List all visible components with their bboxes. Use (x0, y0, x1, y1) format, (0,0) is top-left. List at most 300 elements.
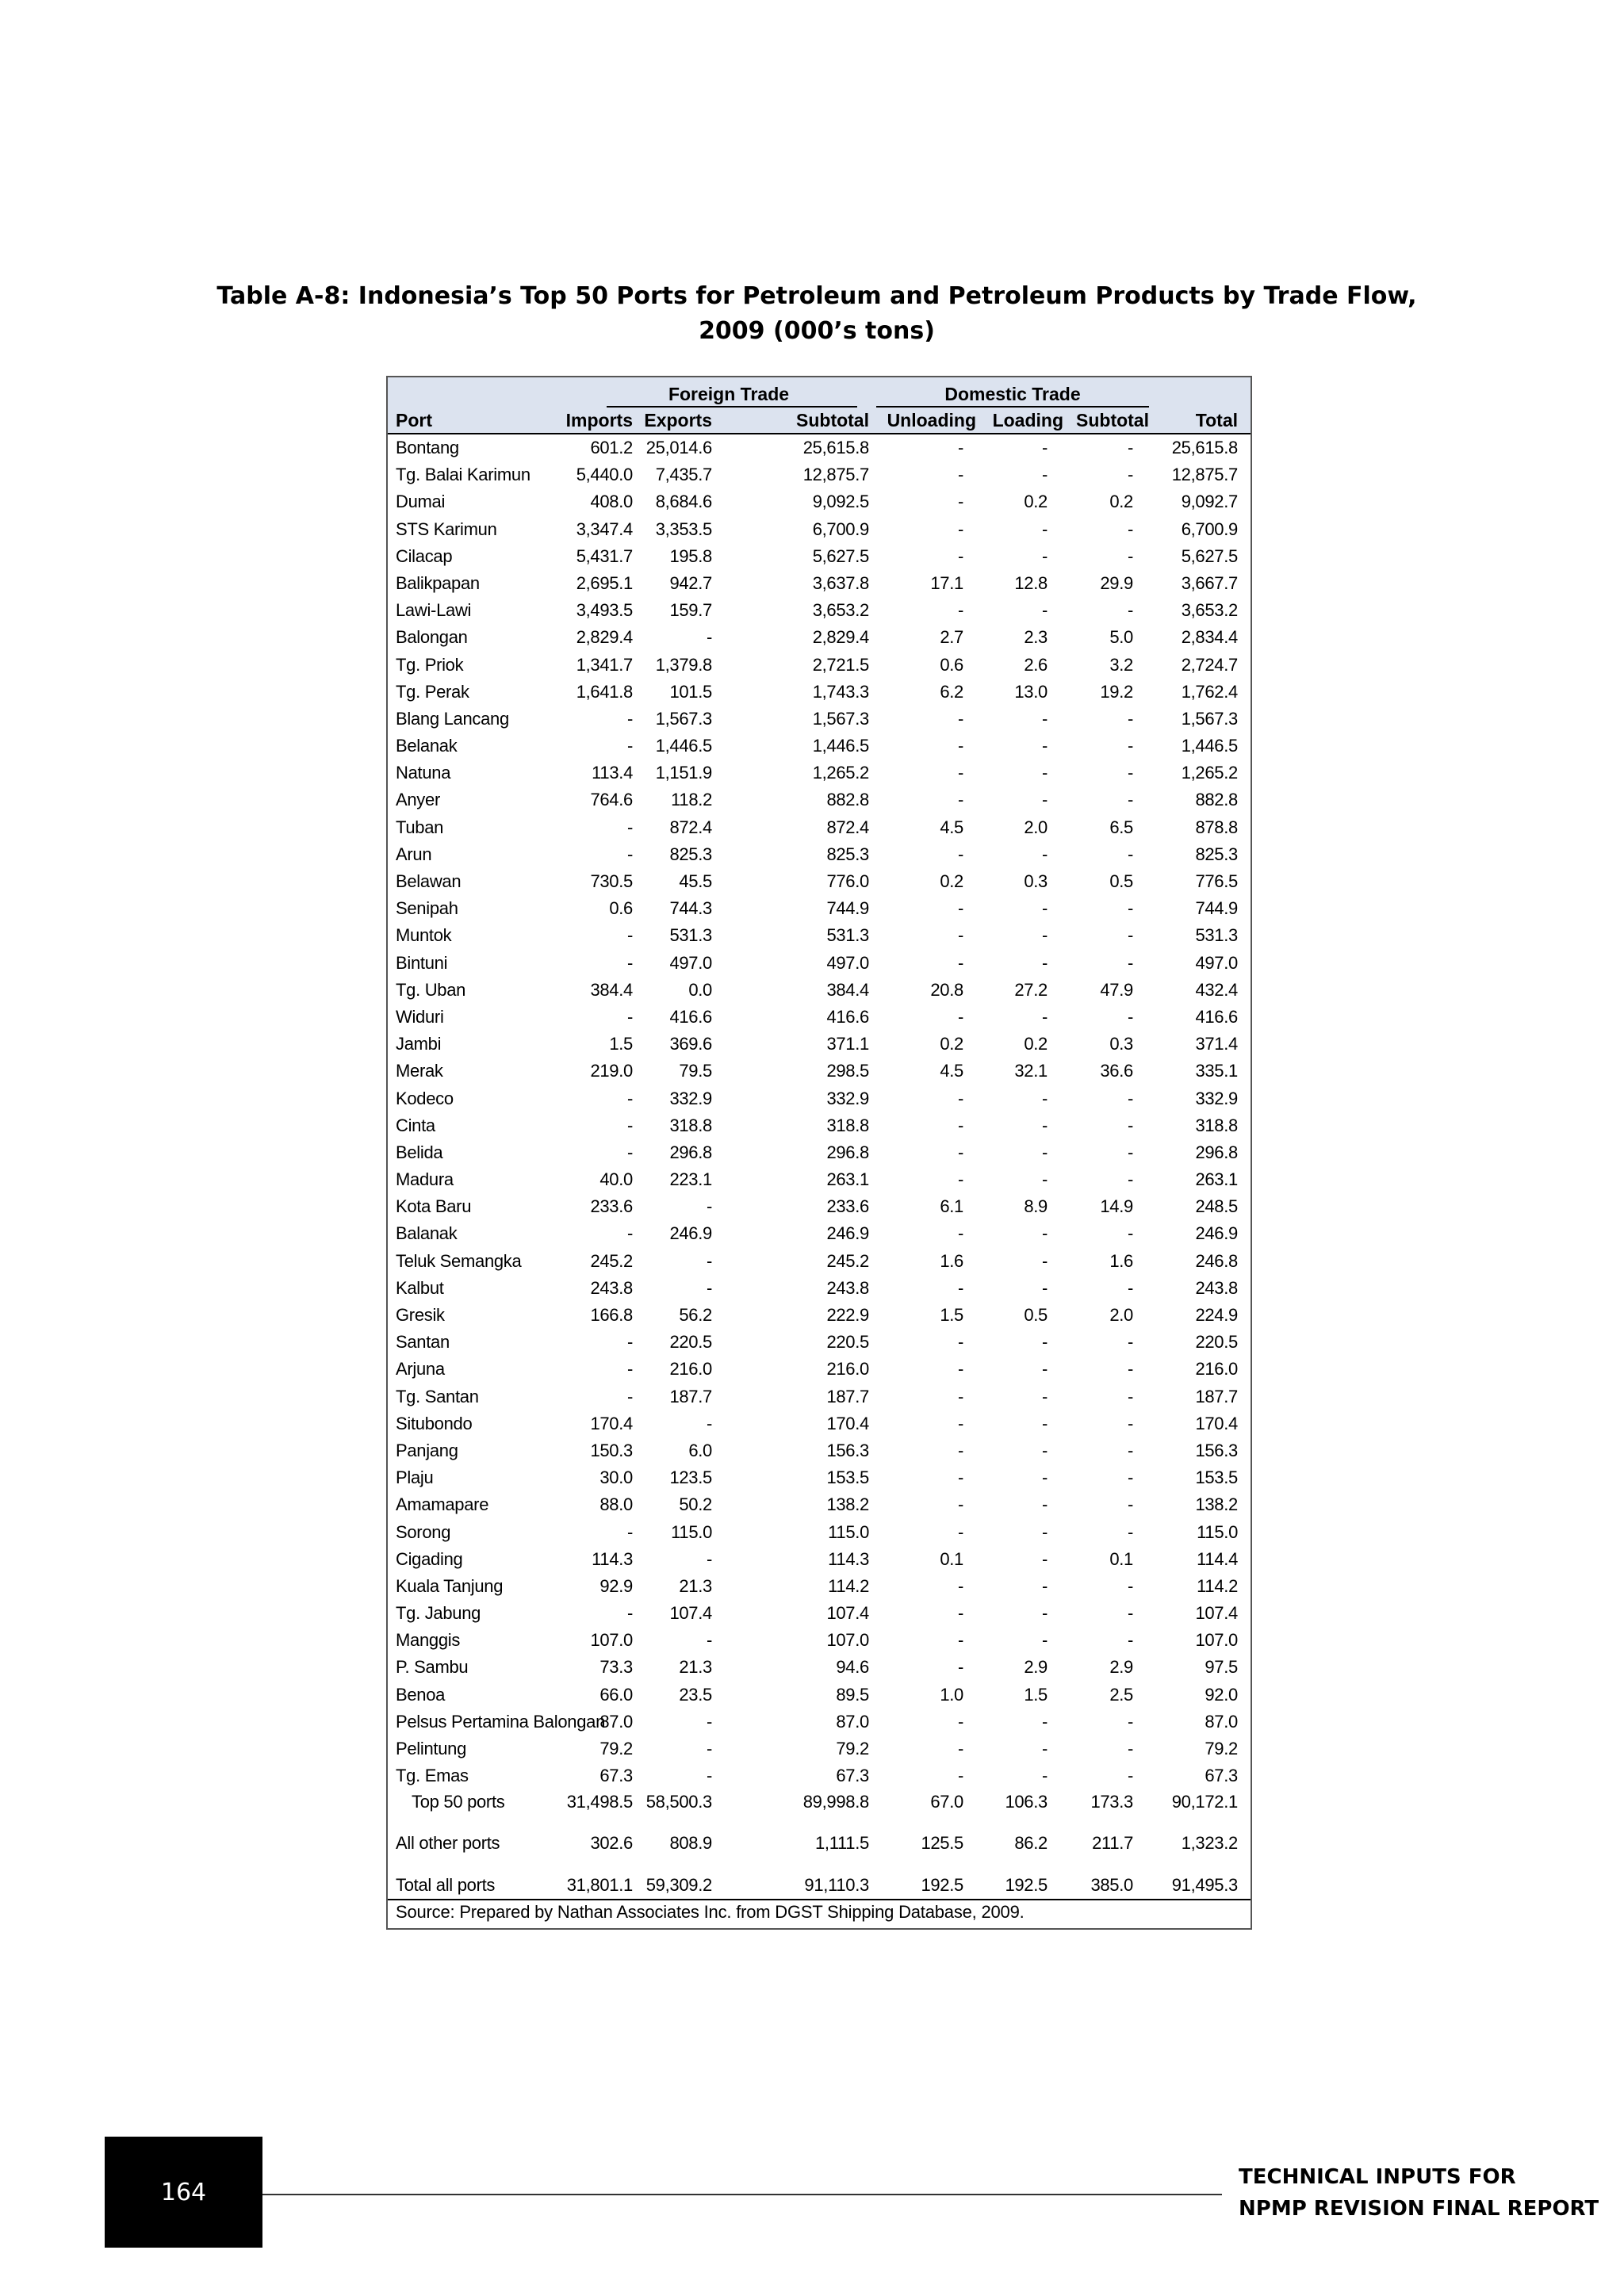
cell-exports: 318.8 (669, 1115, 712, 1135)
cell-port-name: Pelsus Pertamina Balongan (396, 1711, 605, 1732)
cell-exports: 332.9 (669, 1088, 712, 1108)
table-row (388, 841, 1251, 868)
cell-port-name: Tg. Santan (396, 1386, 479, 1406)
cell-domestic-subtotal: - (1127, 519, 1133, 539)
cell-port-name: Arun (396, 844, 432, 864)
cell-exports: 369.6 (669, 1034, 712, 1054)
cell-unloading: - (957, 952, 963, 973)
cell-total: 882.8 (1195, 790, 1238, 810)
cell-unloading: - (957, 492, 963, 512)
cell-imports: - (626, 1142, 633, 1162)
cell-exports: 7,435.7 (655, 465, 712, 485)
table-row (388, 570, 1251, 597)
cell-port-name: Manggis (396, 1630, 461, 1651)
cell-total: 744.9 (1195, 898, 1238, 919)
table-title-line-2: 2009 (000’s tons) (699, 317, 935, 345)
cell-domestic-subtotal: - (1127, 1115, 1133, 1135)
cell-port-name: Gresik (396, 1305, 445, 1325)
table-row (388, 706, 1251, 733)
cell-exports: 123.5 (669, 1468, 712, 1488)
cell-port-name: Natuna (396, 763, 451, 783)
cell-foreign-subtotal: 246.9 (826, 1223, 869, 1244)
table-row (388, 488, 1251, 515)
cell-port-name: Tg. Jabung (396, 1603, 481, 1624)
cell-exports: - (706, 1413, 712, 1433)
cell-domestic-subtotal: - (1127, 1223, 1133, 1244)
cell-imports: 1,341.7 (576, 654, 633, 675)
cell-imports: - (626, 1223, 633, 1244)
cell-imports: 245.2 (590, 1250, 633, 1271)
cell-port-name: Senipah (396, 898, 458, 919)
col-header-port: Port (396, 410, 432, 430)
summary-imports: 31,498.5 (566, 1792, 633, 1812)
cell-total: 1,567.3 (1181, 708, 1238, 729)
cell-loading: - (1041, 1548, 1048, 1569)
cell-domestic-subtotal: 36.6 (1100, 1061, 1133, 1081)
cell-total: 224.9 (1195, 1305, 1238, 1325)
cell-foreign-subtotal: 3,637.8 (812, 572, 869, 593)
cell-loading: - (1041, 1766, 1048, 1786)
cell-exports: 8,684.6 (655, 492, 712, 512)
cell-domestic-subtotal: - (1127, 1169, 1133, 1190)
cell-exports: 118.2 (671, 790, 712, 810)
cell-imports: - (626, 1386, 633, 1406)
cell-total: 318.8 (1195, 1115, 1238, 1135)
cell-unloading: - (957, 1711, 963, 1732)
table-row (388, 1573, 1251, 1600)
source-note: Source: Prepared by Nathan Associates Inc. from DGST Shipping Database, 2009. (396, 1902, 1025, 1922)
cell-exports: 872.4 (669, 817, 712, 837)
total-domestic-subtotal: 385.0 (1090, 1875, 1133, 1895)
cell-total: 3,667.7 (1181, 572, 1238, 593)
cell-domestic-subtotal: - (1127, 1766, 1133, 1786)
cell-total: 878.8 (1195, 817, 1238, 837)
cell-foreign-subtotal: 94.6 (836, 1657, 869, 1678)
cell-domestic-subtotal: - (1127, 708, 1133, 729)
cell-unloading: - (957, 1169, 963, 1190)
cell-port-name: STS Karimun (396, 519, 497, 539)
summary-foreign-subtotal: 89,998.8 (802, 1792, 869, 1812)
cell-domestic-subtotal: 0.5 (1109, 871, 1133, 891)
cell-loading: - (1041, 1440, 1048, 1460)
cell-unloading: - (957, 600, 963, 621)
cell-domestic-subtotal: - (1127, 1359, 1133, 1380)
table-row (388, 1302, 1251, 1329)
cell-domestic-subtotal: 2.0 (1109, 1305, 1133, 1325)
summary-unloading: 67.0 (930, 1792, 963, 1812)
table-row (388, 1193, 1251, 1220)
cell-loading: - (1041, 1603, 1048, 1624)
cell-exports: 1,567.3 (655, 708, 712, 729)
cell-port-name: Tg. Emas (396, 1766, 469, 1786)
cell-port-name: Madura (396, 1169, 454, 1190)
cell-unloading: - (957, 1413, 963, 1433)
cell-total: 107.4 (1195, 1603, 1238, 1624)
cell-imports: 3,347.4 (576, 519, 633, 539)
cell-domestic-subtotal: 3.2 (1109, 654, 1133, 675)
cell-port-name: P. Sambu (396, 1657, 469, 1678)
cell-unloading: - (957, 736, 963, 756)
table-row (388, 895, 1251, 922)
cell-total: 335.1 (1195, 1061, 1238, 1081)
cell-loading: - (1041, 1169, 1048, 1190)
cell-port-name: Balanak (396, 1223, 458, 1244)
table-row (388, 1437, 1251, 1464)
cell-foreign-subtotal: 115.0 (828, 1521, 869, 1542)
cell-unloading: - (957, 1088, 963, 1108)
cell-foreign-subtotal: 187.7 (826, 1386, 869, 1406)
cell-port-name: Kuala Tanjung (396, 1575, 504, 1596)
cell-loading: 2.6 (1024, 654, 1048, 675)
cell-loading: - (1041, 1739, 1048, 1758)
cell-total: 170.4 (1195, 1413, 1238, 1433)
cell-unloading: - (957, 1739, 963, 1758)
table-row (388, 1275, 1251, 1302)
table-row (388, 1220, 1251, 1247)
cell-foreign-subtotal: 1,567.3 (812, 708, 869, 729)
cell-total: 497.0 (1195, 952, 1238, 973)
cell-imports: 79.2 (599, 1739, 633, 1758)
cell-unloading: - (957, 763, 963, 783)
cell-loading: 8.9 (1024, 1196, 1048, 1217)
table-row (388, 950, 1251, 977)
table-row (388, 1519, 1251, 1546)
cell-imports: - (626, 925, 633, 946)
cell-domestic-subtotal: - (1127, 1630, 1133, 1651)
footer-report-title (1239, 2161, 1599, 2225)
cell-imports: 113.4 (592, 763, 633, 783)
cell-foreign-subtotal: 531.3 (826, 925, 869, 946)
cell-foreign-subtotal: 318.8 (826, 1115, 869, 1135)
table-row (388, 1654, 1251, 1681)
cell-foreign-subtotal: 2,829.4 (812, 627, 869, 648)
table-row (388, 1166, 1251, 1193)
cell-domestic-subtotal: 29.9 (1100, 572, 1133, 593)
table-row (388, 434, 1251, 461)
cell-port-name: Amamapare (396, 1494, 489, 1515)
cell-domestic-subtotal: - (1127, 1088, 1133, 1108)
cell-loading: - (1041, 465, 1048, 485)
table-row (388, 868, 1251, 895)
cell-port-name: Bintuni (396, 952, 448, 973)
cell-unloading: - (957, 925, 963, 946)
cell-port-name: Lawi-Lawi (396, 600, 472, 621)
cell-foreign-subtotal: 87.0 (836, 1711, 869, 1732)
cell-loading: 0.3 (1024, 871, 1048, 891)
cell-foreign-subtotal: 216.0 (826, 1359, 869, 1380)
cell-imports: 408.0 (590, 492, 633, 512)
cell-unloading: - (957, 1142, 963, 1162)
cell-exports: 0.0 (688, 979, 712, 1000)
cell-loading: - (1041, 925, 1048, 946)
cell-domestic-subtotal: - (1127, 1006, 1133, 1027)
cell-port-name: Sorong (396, 1521, 451, 1542)
cell-port-name: Panjang (396, 1440, 458, 1460)
cell-total: 531.3 (1195, 925, 1238, 946)
cell-unloading: - (957, 465, 963, 485)
cell-exports: - (706, 1277, 712, 1298)
table-row (388, 1383, 1251, 1410)
cell-total: 416.6 (1195, 1006, 1238, 1027)
cell-port-name: Tg. Uban (396, 979, 466, 1000)
total-all-ports-row (388, 1872, 1251, 1899)
cell-loading: 1.5 (1024, 1684, 1048, 1705)
cell-loading: 12.8 (1014, 572, 1048, 593)
cell-foreign-subtotal: 114.3 (828, 1548, 869, 1569)
cell-unloading: - (957, 844, 963, 864)
total-label: Total all ports (396, 1875, 496, 1895)
cell-total: 67.3 (1205, 1766, 1238, 1786)
cell-domestic-subtotal: - (1127, 1494, 1133, 1515)
cell-unloading: 4.5 (940, 817, 963, 837)
cell-port-name: Situbondo (396, 1413, 473, 1433)
cell-port-name: Cilacap (396, 545, 453, 566)
table-row (388, 977, 1251, 1004)
footer-line-2: NPMP REVISION FINAL REPORT (1239, 2197, 1599, 2221)
cell-domestic-subtotal: 47.9 (1100, 979, 1133, 1000)
table-row (388, 1248, 1251, 1275)
summary-domestic-subtotal: 173.3 (1090, 1792, 1133, 1812)
cell-total: 371.4 (1195, 1034, 1238, 1054)
cell-imports: - (626, 1521, 633, 1542)
cell-port-name: Teluk Semangka (396, 1250, 522, 1271)
cell-total: 9,092.7 (1181, 492, 1238, 512)
cell-exports: 825.3 (669, 844, 712, 864)
cell-exports: 79.5 (679, 1061, 712, 1081)
cell-imports: 107.0 (590, 1630, 633, 1651)
cell-unloading: 0.1 (940, 1548, 963, 1569)
cell-exports: 220.5 (669, 1332, 712, 1353)
cell-foreign-subtotal: 825.3 (826, 844, 869, 864)
cell-foreign-subtotal: 79.2 (836, 1739, 869, 1758)
cell-total: 5,627.5 (1181, 545, 1238, 566)
cell-foreign-subtotal: 6,700.9 (812, 519, 869, 539)
cell-total: 12,875.7 (1171, 465, 1238, 485)
cell-loading: 0.2 (1024, 1034, 1048, 1054)
col-header-foreign-subtotal: Subtotal (796, 410, 869, 430)
table-row (388, 1735, 1251, 1762)
cell-imports: 3,493.5 (576, 600, 633, 621)
cell-exports: 1,446.5 (655, 736, 712, 756)
foreign-trade-group-header: Foreign Trade (668, 384, 790, 404)
cell-unloading: 6.2 (940, 681, 963, 702)
cell-foreign-subtotal: 776.0 (826, 871, 869, 891)
table-row (388, 1682, 1251, 1709)
cell-imports: 166.8 (590, 1305, 633, 1325)
cell-imports: 87.0 (599, 1711, 633, 1732)
cell-unloading: - (957, 1332, 963, 1353)
cell-foreign-subtotal: 107.4 (826, 1603, 869, 1624)
cell-exports: 115.0 (671, 1521, 712, 1542)
cell-unloading: - (957, 1603, 963, 1624)
table-row (388, 652, 1251, 679)
other-unloading: 125.5 (921, 1833, 963, 1853)
cell-loading: - (1041, 763, 1048, 783)
cell-unloading: - (957, 1575, 963, 1596)
cell-exports: 101.5 (669, 681, 712, 702)
cell-loading: - (1041, 1223, 1048, 1244)
cell-unloading: - (957, 545, 963, 566)
cell-foreign-subtotal: 170.4 (826, 1413, 869, 1433)
domestic-trade-underline (876, 406, 1149, 408)
other-exports: 808.9 (669, 1833, 712, 1853)
cell-unloading: - (957, 1386, 963, 1406)
cell-loading: - (1041, 1006, 1048, 1027)
cell-imports: 170.4 (590, 1413, 633, 1433)
cell-unloading: 0.2 (940, 871, 963, 891)
cell-unloading: - (957, 1006, 963, 1027)
cell-exports: 50.2 (679, 1494, 712, 1515)
cell-foreign-subtotal: 233.6 (826, 1196, 869, 1217)
cell-total: 138.2 (1195, 1494, 1238, 1515)
table-row (388, 543, 1251, 570)
cell-imports: 764.6 (590, 790, 633, 810)
cell-exports: 159.7 (669, 600, 712, 621)
cell-exports: - (706, 627, 712, 648)
cell-port-name: Widuri (396, 1006, 444, 1027)
cell-port-name: Belida (396, 1142, 443, 1162)
cell-total: 1,762.4 (1181, 681, 1238, 702)
cell-exports: 195.8 (669, 545, 712, 566)
cell-domestic-subtotal: - (1127, 1575, 1133, 1596)
cell-total: 243.8 (1195, 1277, 1238, 1298)
cell-imports: 0.6 (609, 898, 633, 919)
cell-loading: - (1041, 1115, 1048, 1135)
cell-loading: - (1041, 736, 1048, 756)
cell-imports: 5,440.0 (576, 465, 633, 485)
table-row (388, 1491, 1251, 1518)
cell-total: 6,700.9 (1181, 519, 1238, 539)
cell-foreign-subtotal: 114.2 (828, 1575, 869, 1596)
summary-label: Top 50 ports (412, 1792, 505, 1812)
domestic-trade-group-header: Domestic Trade (944, 384, 1081, 404)
cell-foreign-subtotal: 332.9 (826, 1088, 869, 1108)
cell-exports: 3,353.5 (655, 519, 712, 539)
cell-unloading: - (957, 1115, 963, 1135)
cell-exports: 45.5 (679, 871, 712, 891)
table-row (388, 1546, 1251, 1573)
cell-unloading: - (957, 1440, 963, 1460)
cell-foreign-subtotal: 138.2 (826, 1494, 869, 1515)
total-total: 91,495.3 (1171, 1875, 1238, 1895)
cell-unloading: 0.6 (940, 654, 963, 675)
cell-port-name: Cigading (396, 1548, 463, 1569)
cell-port-name: Dumai (396, 492, 446, 512)
cell-total: 248.5 (1195, 1196, 1238, 1217)
cell-total: 1,446.5 (1181, 736, 1238, 756)
cell-domestic-subtotal: - (1127, 952, 1133, 973)
cell-imports: 730.5 (590, 871, 633, 891)
cell-total: 114.2 (1197, 1575, 1238, 1596)
cell-domestic-subtotal: - (1127, 1413, 1133, 1433)
cell-domestic-subtotal: - (1127, 1277, 1133, 1298)
cell-loading: - (1041, 1088, 1048, 1108)
cell-domestic-subtotal: 0.1 (1109, 1548, 1133, 1569)
cell-loading: - (1041, 708, 1048, 729)
table-row (388, 814, 1251, 841)
cell-port-name: Jambi (396, 1034, 442, 1054)
cell-foreign-subtotal: 882.8 (826, 790, 869, 810)
cell-foreign-subtotal: 371.1 (826, 1034, 869, 1054)
cell-domestic-subtotal: - (1127, 844, 1133, 864)
cell-domestic-subtotal: 0.2 (1109, 492, 1133, 512)
cell-foreign-subtotal: 25,615.8 (802, 438, 869, 457)
cell-domestic-subtotal: 2.5 (1109, 1684, 1133, 1705)
cell-imports: 66.0 (599, 1684, 633, 1705)
cell-imports: 601.2 (590, 438, 633, 457)
cell-unloading: - (957, 1277, 963, 1298)
table-row (388, 1058, 1251, 1085)
cell-unloading: - (957, 1494, 963, 1515)
cell-port-name: Muntok (396, 925, 452, 946)
table-row (388, 624, 1251, 651)
cell-loading: - (1041, 600, 1048, 621)
cell-total: 1,265.2 (1181, 763, 1238, 783)
cell-imports: - (626, 1603, 633, 1624)
cell-unloading: - (957, 1223, 963, 1244)
cell-imports: 67.3 (599, 1766, 633, 1786)
cell-exports: - (706, 1766, 712, 1786)
cell-domestic-subtotal: 5.0 (1109, 627, 1133, 648)
table-row (388, 679, 1251, 706)
cell-loading: - (1041, 1575, 1048, 1596)
cell-foreign-subtotal: 12,875.7 (802, 465, 869, 485)
cell-foreign-subtotal: 872.4 (826, 817, 869, 837)
cell-domestic-subtotal: - (1127, 736, 1133, 756)
cell-imports: - (626, 817, 633, 837)
cell-unloading: - (957, 438, 963, 457)
cell-total: 187.7 (1195, 1386, 1238, 1406)
cell-unloading: - (957, 1521, 963, 1542)
cell-foreign-subtotal: 222.9 (826, 1305, 869, 1325)
footer-line-1: TECHNICAL INPUTS FOR (1239, 2165, 1516, 2189)
cell-loading: 0.5 (1024, 1305, 1048, 1325)
cell-total: 3,653.2 (1181, 600, 1238, 621)
cell-loading: 2.3 (1024, 627, 1048, 648)
cell-imports: 88.0 (599, 1494, 633, 1515)
table-row (388, 922, 1251, 949)
cell-unloading: 4.5 (940, 1061, 963, 1081)
cell-imports: 2,829.4 (576, 627, 633, 648)
cell-domestic-subtotal: - (1127, 1386, 1133, 1406)
cell-imports: 150.3 (590, 1440, 633, 1460)
col-header-total: Total (1195, 410, 1238, 430)
table-title (159, 279, 1475, 349)
cell-unloading: 2.7 (940, 627, 963, 648)
cell-total: 263.1 (1195, 1169, 1238, 1190)
cell-foreign-subtotal: 153.5 (826, 1468, 869, 1488)
cell-total: 114.4 (1197, 1548, 1238, 1569)
ports-table (386, 376, 1252, 1930)
cell-domestic-subtotal: - (1127, 763, 1133, 783)
cell-unloading: - (957, 790, 963, 810)
cell-exports: 216.0 (669, 1359, 712, 1380)
cell-foreign-subtotal: 89.5 (836, 1684, 869, 1705)
cell-imports: 243.8 (590, 1277, 633, 1298)
other-domestic-subtotal: 211.7 (1092, 1833, 1133, 1853)
cell-imports: - (626, 952, 633, 973)
cell-port-name: Santan (396, 1332, 450, 1353)
cell-domestic-subtotal: 19.2 (1100, 681, 1133, 702)
cell-port-name: Pelintung (396, 1739, 467, 1758)
foreign-trade-underline (607, 406, 857, 408)
cell-domestic-subtotal: 6.5 (1109, 817, 1133, 837)
cell-imports: 73.3 (599, 1657, 633, 1678)
cell-exports: 107.4 (669, 1603, 712, 1624)
cell-exports: - (706, 1739, 712, 1758)
cell-exports: 6.0 (688, 1440, 712, 1460)
cell-imports: 1.5 (609, 1034, 633, 1054)
